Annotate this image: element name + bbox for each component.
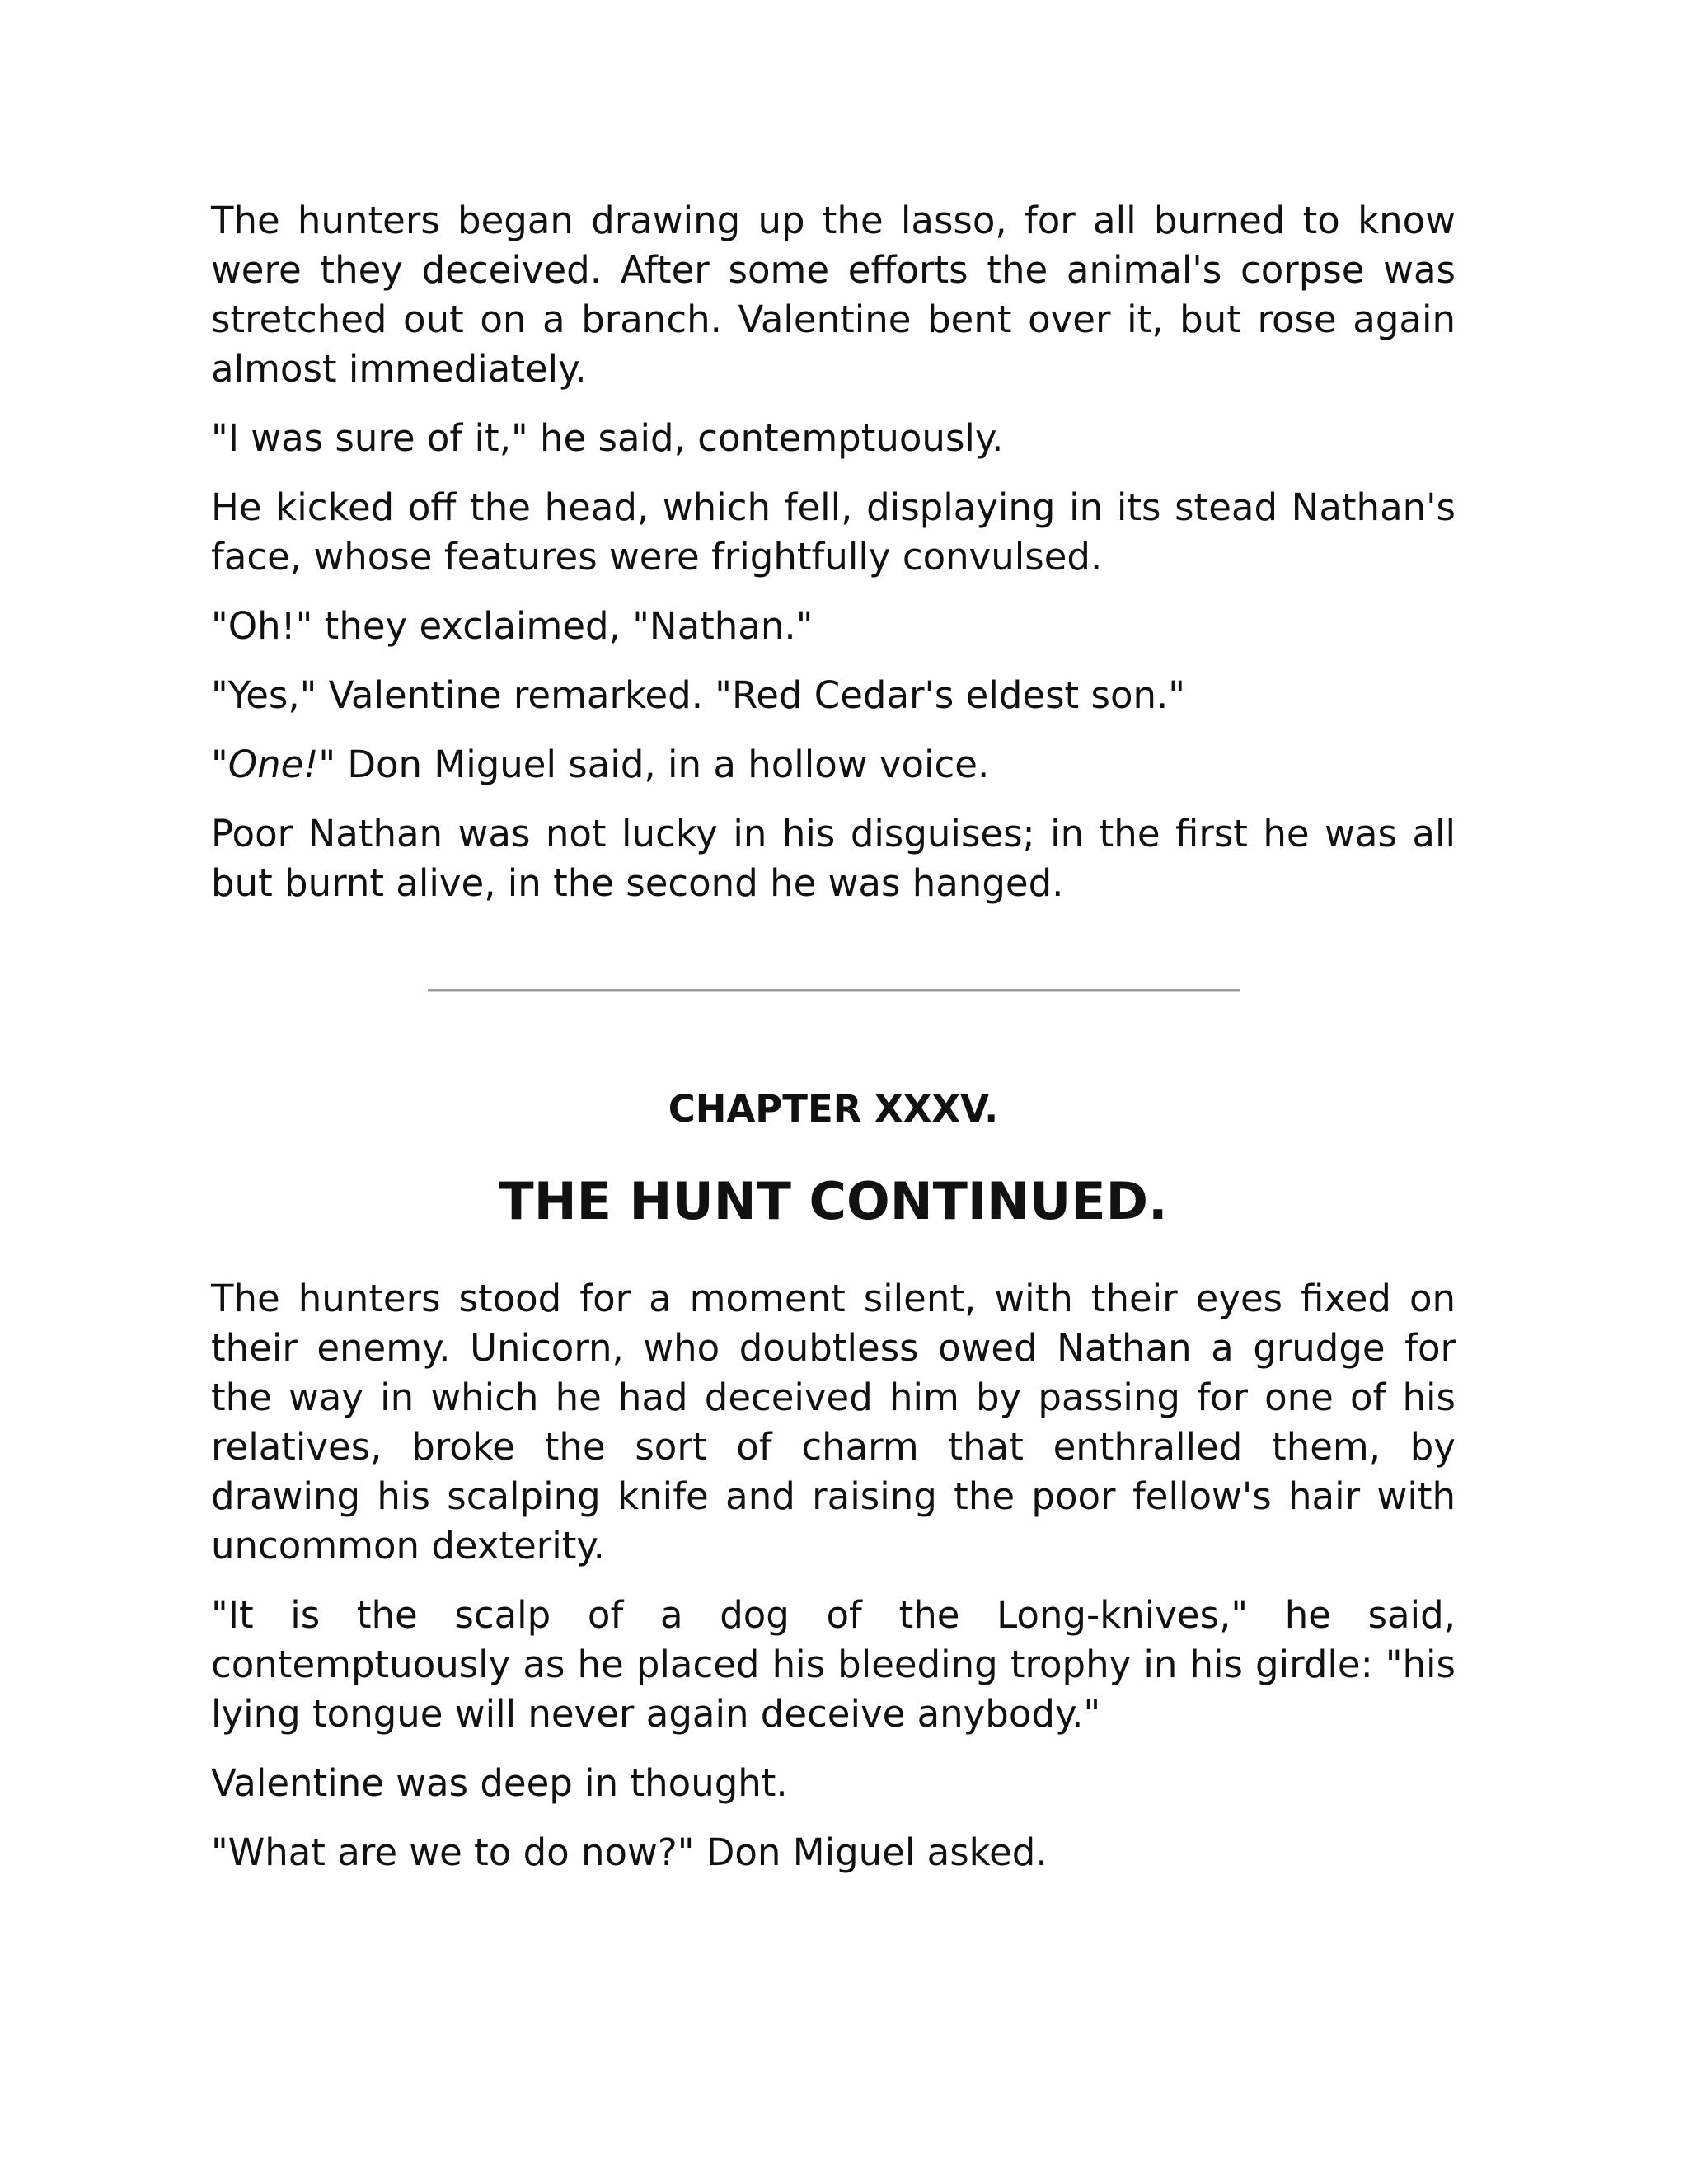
emphasized-word: One! [227, 743, 319, 786]
paragraph [211, 740, 1456, 790]
paragraph: Valentine was deep in thought. [211, 1761, 788, 1805]
paragraph: "Oh!" they exclaimed, "Nathan." [211, 604, 814, 648]
quote-mark: " [211, 743, 228, 786]
paragraph: "Yes," Valentine remarked. "Red Cedar's eldest son." [211, 673, 1185, 717]
paragraph-text: " Don Miguel said, in a hollow voice. [318, 743, 990, 786]
paragraph: "I was sure of it," he said, contemptuously. [211, 416, 1004, 460]
paragraph: He kicked off the head, which fell, displaying in its stead Nathan's face, whose features were frightfully convulsed. [211, 485, 1456, 579]
section-divider [428, 989, 1240, 992]
paragraph: "It is the scalp of a dog of the Long-knives," he said, contemptuously as he placed his bleeding trophy in his girdle: "his lying tongue will never again deceive anybody." [211, 1593, 1456, 1736]
paragraph: The hunters stood for a moment silent, with their eyes fixed on their enemy. Unicorn, who doubtless owed Nathan a grudge for the way in which he had deceived him by passing for one of his relatives, broke the sort of charm that enthralled them, by drawing his scalping knife and raising the poor fellow's hair with uncommon dexterity. [211, 1277, 1456, 1568]
paragraph: "What are we to do now?" Don Miguel asked. [211, 1830, 1048, 1874]
paragraph: The hunters began drawing up the lasso, for all burned to know were they deceived. After some efforts the animal's corpse was stretched out on a branch. Valentine bent over it, but rose again almost immediately. [211, 199, 1456, 391]
chapter-title: THE HUNT CONTINUED. [499, 1171, 1168, 1231]
paragraph: Poor Nathan was not lucky in his disguises; in the first he was all but burnt alive, in the second he was hanged. [211, 812, 1456, 905]
book-page [211, 196, 1456, 1897]
chapter-number: CHAPTER XXXV. [668, 1087, 999, 1131]
